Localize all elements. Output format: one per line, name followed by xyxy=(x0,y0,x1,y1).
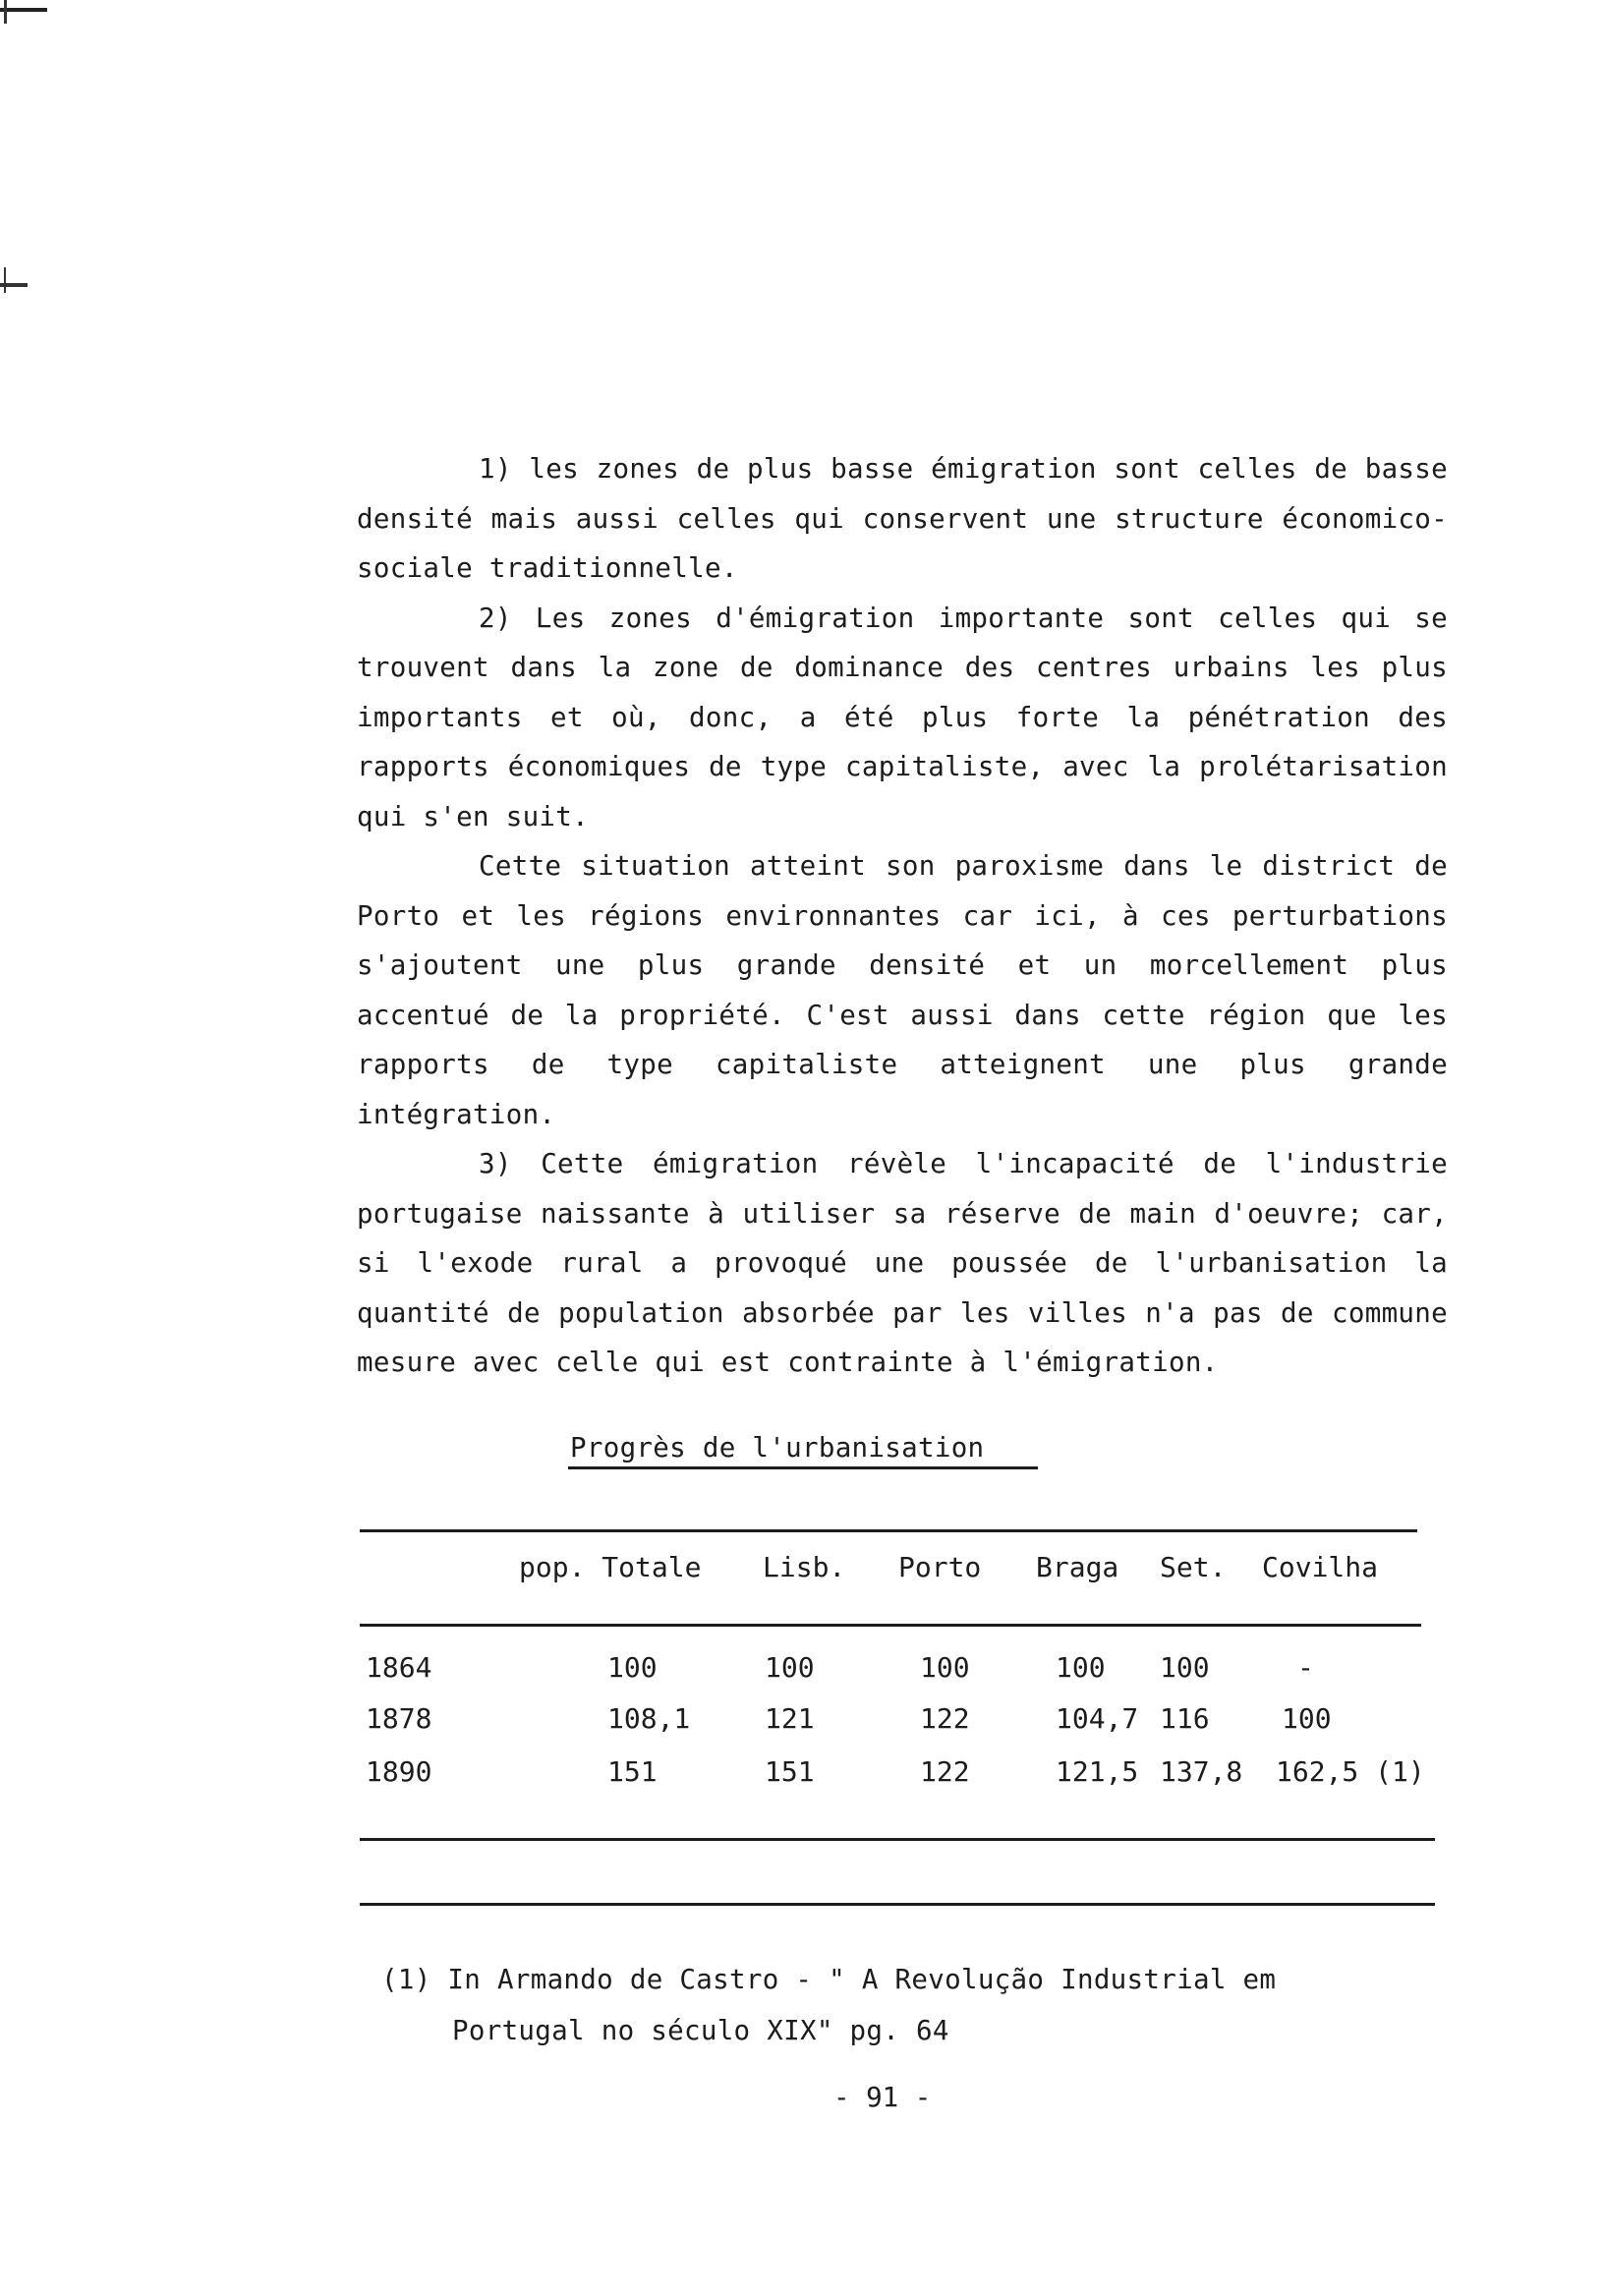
caption-underline xyxy=(568,1466,1038,1469)
column-header: pop. Totale xyxy=(519,1551,702,1583)
column-header: Porto xyxy=(898,1551,982,1583)
table-cell: 100 xyxy=(920,1651,970,1684)
table-cell: 100 xyxy=(1282,1702,1332,1735)
table-cell: - xyxy=(1297,1651,1314,1684)
footnote-line: Portugal no século XIX" pg. 64 xyxy=(452,2015,949,2046)
table-cell: 116 xyxy=(1160,1702,1210,1735)
table-cell: 122 xyxy=(920,1702,970,1735)
row-year: 1878 xyxy=(366,1702,432,1735)
table-caption: Progrès de l'urbanisation xyxy=(570,1432,985,1464)
row-year: 1890 xyxy=(366,1755,432,1788)
table-cell: 162,5 (1) xyxy=(1276,1755,1425,1788)
column-header: Lisb. xyxy=(763,1551,846,1583)
table-cell: 100 xyxy=(607,1651,658,1684)
paragraph: 2) Les zones d'émigration importante sont celles qui se trouvent dans la zone de dominance des centres urbains les plus importants et où, donc, a été plus forte la pénétration des rapports économiques de type capitaliste, avec la prolétarisation qui s'en suit. xyxy=(357,602,1448,832)
body-text xyxy=(357,444,1448,1388)
table-cell: 100 xyxy=(1056,1651,1106,1684)
column-header: Braga xyxy=(1036,1551,1119,1583)
table-cell: 100 xyxy=(765,1651,815,1684)
table-cell: 121 xyxy=(765,1702,815,1735)
table-cell: 100 xyxy=(1160,1651,1210,1684)
table-cell: 122 xyxy=(920,1755,970,1788)
footnote xyxy=(381,1954,1472,2056)
table-top-rule xyxy=(360,1529,1417,1532)
paragraph: 3) Cette émigration révèle l'incapacité de l'industrie portugaise naissante à utiliser sa réserve de main d'oeuvre; car, si l'exode rural a provoqué une poussée de l'urbanisation la quantité de population absorbée par les villes n'a pas de commune mesure avec celle qui est contrainte à l'émigration. xyxy=(357,1148,1448,1378)
footnote-line: (1) In Armando de Castro - " A Revolução Industrial em xyxy=(381,1964,1277,1995)
table-cell: 151 xyxy=(607,1755,658,1788)
table-cell: 121,5 xyxy=(1056,1755,1139,1788)
scan-artifact xyxy=(4,0,7,24)
table-cell: 108,1 xyxy=(607,1702,691,1735)
page-number: - 91 - xyxy=(833,2082,932,2113)
table-cell: 151 xyxy=(765,1755,815,1788)
table-cell: 137,8 xyxy=(1160,1755,1243,1788)
footnote-separator-rule xyxy=(360,1903,1435,1906)
paragraph: Cette situation atteint son paroxisme dans le district de Porto et les régions environnantes car ici, à ces perturbations s'ajoutent une plus grande densité et un morcellement plus accentué de la propriété. C'est aussi dans cette région que les rapports de type capitaliste atteignent une plus grande intégration. xyxy=(357,850,1448,1130)
table-header-rule xyxy=(360,1624,1421,1627)
row-year: 1864 xyxy=(366,1651,432,1684)
table-bottom-rule xyxy=(360,1838,1435,1841)
column-header: Covilha xyxy=(1262,1551,1379,1583)
paragraph: 1) les zones de plus basse émigration sont celles de basse densité mais aussi celles qui conservent une structure économico-sociale traditionnelle. xyxy=(357,453,1448,584)
scan-artifact xyxy=(0,8,47,12)
table-cell: 104,7 xyxy=(1056,1702,1139,1735)
column-header: Set. xyxy=(1160,1551,1227,1583)
scan-artifact xyxy=(4,267,6,293)
